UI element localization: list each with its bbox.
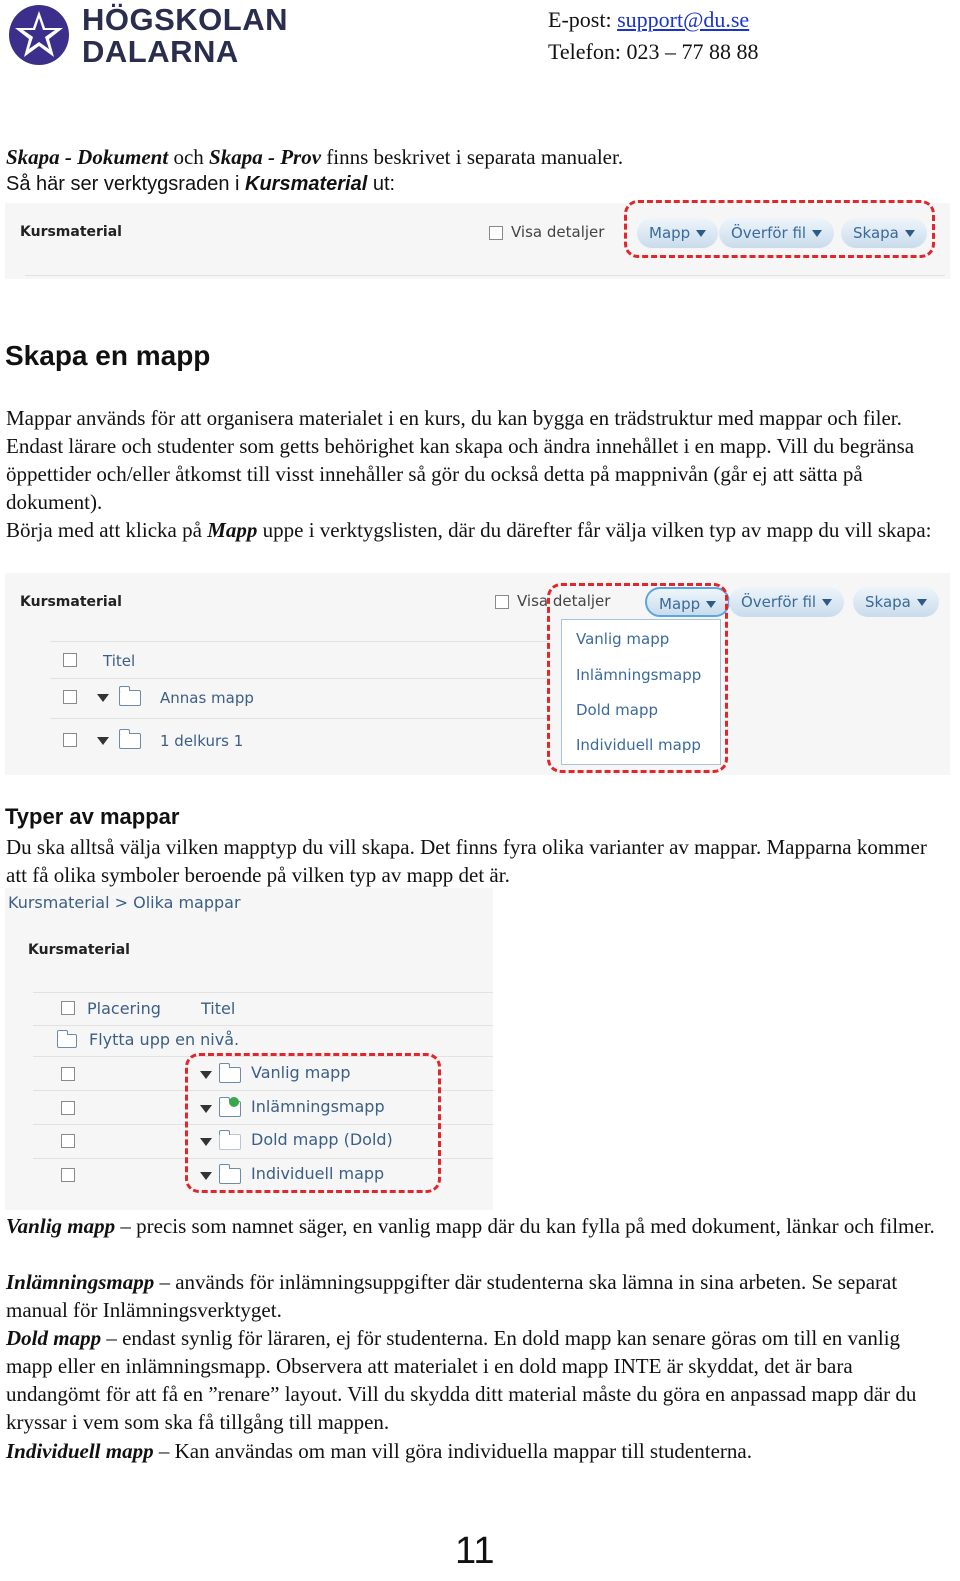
folder-button-label: Mapp [659, 595, 701, 613]
row-title[interactable]: 1 delkurs 1 [160, 732, 244, 750]
row-title[interactable]: Dold mapp (Dold) [251, 1130, 393, 1149]
definition-term: Individuell mapp [6, 1439, 154, 1463]
divider [33, 992, 493, 993]
folder-up-icon [57, 1034, 77, 1048]
column-header-placement: Placering [87, 999, 161, 1018]
email-line [548, 4, 758, 36]
row-checkbox[interactable] [63, 733, 77, 747]
create-button-label: Skapa [865, 593, 911, 611]
phone-line: Telefon: 023 – 77 88 88 [548, 39, 759, 64]
row-title[interactable]: Vanlig mapp [251, 1063, 351, 1082]
menu-item-individual-folder[interactable]: Individuell mapp [576, 736, 701, 754]
row-checkbox[interactable] [63, 690, 77, 704]
definition-text: – används för inlämningsuppgifter där studenterna ska lämna in sina arbeten. Se separat manual för Inlämningsverktyget. [6, 1270, 898, 1322]
email-link[interactable]: support@du.se [617, 7, 750, 32]
upload-button-label: Överför fil [741, 593, 817, 611]
select-all-checkbox[interactable] [63, 653, 77, 667]
intro-text: och [168, 145, 210, 169]
caption-text: Så här ser verktygsraden i [6, 173, 245, 195]
highlight-folder-types [185, 1053, 441, 1193]
show-details-checkbox[interactable] [495, 595, 509, 609]
star-logo-icon [4, 2, 78, 68]
column-header-title: Titel [103, 652, 136, 670]
upload-button-label: Överför fil [731, 224, 807, 242]
paragraph-text: Börja med att klicka på [6, 518, 208, 542]
menu-item-submission-folder[interactable]: Inlämningsmapp [576, 666, 702, 684]
chevron-down-icon [822, 599, 832, 606]
show-details-label: Visa detaljer [517, 592, 611, 610]
intro-paragraph [6, 143, 951, 171]
definition-hidden-folder [6, 1324, 951, 1436]
divider [50, 718, 550, 719]
expand-arrow-icon[interactable] [97, 694, 109, 702]
section2-paragraph: Du ska alltså välja vilken mapptyp du vill skapa. Det finns fyra olika varianter av mappar. Mapparna kommer att få olika symboler beroende på vilken typ av mapp det är. [6, 835, 927, 887]
move-up-link[interactable]: Flytta upp en nivå. [89, 1030, 240, 1049]
divider [50, 678, 550, 679]
page-number: 11 [455, 1530, 495, 1572]
section-heading-create-folder: Skapa en mapp [5, 340, 211, 371]
intro-term-prov: Skapa - Prov [209, 145, 322, 169]
definition-regular-folder [6, 1212, 951, 1240]
section1-paragraph-2 [6, 516, 951, 544]
highlight-folder-menu [547, 583, 728, 773]
divider [33, 1025, 493, 1026]
divider [50, 641, 550, 642]
intro-toolbar-caption [6, 173, 395, 196]
folder-icon [119, 690, 141, 706]
section-heading-folder-types: Typer av mappar [5, 804, 180, 829]
definition-term: Dold mapp [6, 1326, 102, 1350]
upload-file-button[interactable] [729, 587, 844, 617]
logo-line2: DALARNA [82, 34, 239, 69]
definition-text: – Kan användas om man vill göra individuella mappar till studenterna. [153, 1439, 752, 1463]
chevron-down-icon [917, 599, 927, 606]
row-checkbox[interactable] [61, 1067, 75, 1081]
row-title[interactable]: Annas mapp [160, 689, 254, 707]
toolbar-screenshot-2 [5, 573, 950, 775]
menu-item-hidden-folder[interactable]: Dold mapp [576, 701, 659, 719]
caption-term: Kursmaterial [245, 173, 368, 195]
row-title[interactable]: Individuell mapp [251, 1164, 385, 1183]
section1-paragraph: Mappar används för att organisera materialet i en kurs, du kan bygga en trädstruktur med mappar och filer. Endast lärare och studenter som getts behörighet kan skapa och ändra innehållet i en mapp. Vill du begränsa öppettider och/eller åtkomst till visst innehåller så gör du också detta på mappnivån (går ej att sätta på dokument). [6, 406, 915, 514]
definition-term: Vanlig mapp [6, 1214, 116, 1238]
menu-item-regular-folder[interactable]: Vanlig mapp [576, 630, 670, 648]
toolbar-title: Kursmaterial [20, 224, 122, 240]
email-label: E-post: [548, 7, 612, 32]
select-all-checkbox[interactable] [61, 1001, 75, 1015]
row-checkbox[interactable] [61, 1134, 75, 1148]
definition-submission-folder [6, 1268, 951, 1324]
section-title: Kursmaterial [28, 942, 130, 958]
toolbar-title: Kursmaterial [20, 594, 122, 610]
divider [25, 275, 945, 276]
definition-text: – endast synlig för läraren, ej för studenterna. En dold mapp kan senare göras om till en vanlig mapp eller en inlämningsmapp. Observera att materialet i en dold mapp INTE är skyddat, det är bara undangömt för att få en ”renare” layout. Vill du skydda ditt material måste du göra en anpassad mapp där du kryssar i vem som ska få tillgång till mappen. [6, 1326, 917, 1434]
expand-arrow-icon[interactable] [97, 737, 109, 745]
logo-text [82, 4, 288, 68]
create-button-label: Skapa [853, 224, 899, 242]
definition-term: Inlämningsmapp [6, 1270, 155, 1294]
paragraph-text: uppe i verktygslisten, där du därefter får välja vilken typ av mapp du vill skapa: [257, 518, 932, 542]
row-title[interactable]: Inlämningsmapp [251, 1097, 385, 1116]
intro-term-document: Skapa - Dokument [6, 145, 169, 169]
definition-individual-folder [6, 1437, 951, 1465]
highlight-toolbar-buttons [624, 200, 935, 258]
show-details-label: Visa detaljer [511, 223, 605, 241]
paragraph-term: Mapp [207, 518, 258, 542]
row-checkbox[interactable] [61, 1168, 75, 1182]
row-checkbox[interactable] [61, 1101, 75, 1115]
caption-text: ut: [367, 173, 396, 195]
individual-folder-icon [119, 733, 141, 749]
definition-text: – precis som namnet säger, en vanlig mapp där du kan fylla på med dokument, länkar och filmer. [115, 1214, 935, 1238]
column-header-title: Titel [201, 999, 236, 1018]
contact-info [548, 4, 758, 68]
logo-line1: HÖGSKOLAN [82, 2, 288, 37]
breadcrumb[interactable]: Kursmaterial > Olika mappar [8, 893, 241, 912]
show-details-checkbox[interactable] [489, 226, 503, 240]
intro-text: finns beskrivet i separata manualer. [321, 145, 624, 169]
create-button[interactable] [853, 587, 939, 617]
folder-button-label: Mapp [649, 224, 691, 242]
